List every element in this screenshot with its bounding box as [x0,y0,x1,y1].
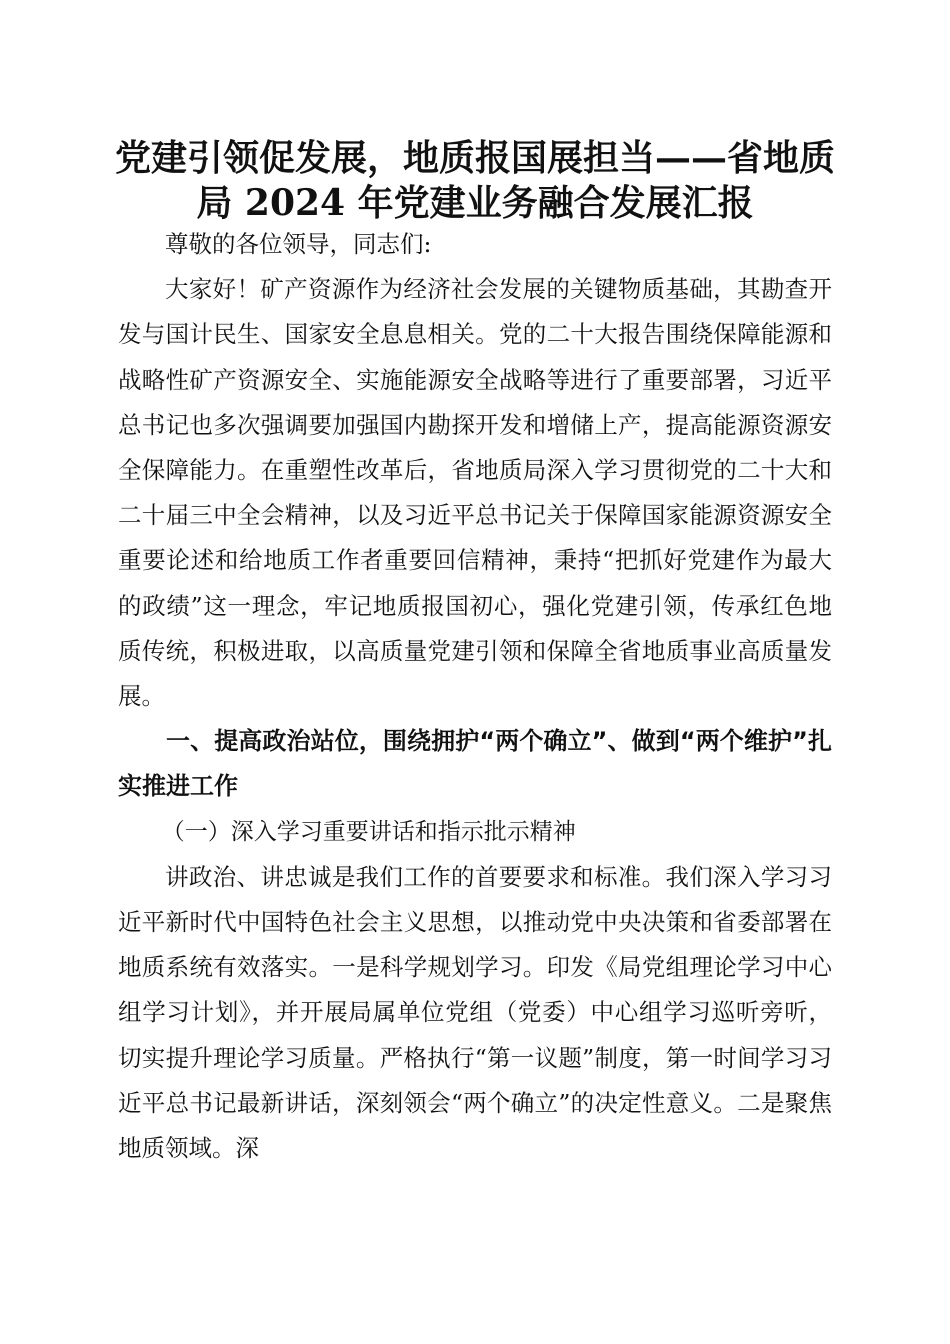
salutation: 尊敬的各位领导，同志们: [165,230,432,258]
section-heading-1: 一、提高政治站位，围绕拥护“两个确立”、做到“两个维护”扎实推进工作 [118,727,832,801]
intro-paragraph: 大家好！矿产资源作为经济社会发展的关键物质基础，其勘查开发与国计民生、国家安全息息相关。党的二十大报告围绕保障能源和战略性矿产资源安全、实施能源安全战略等进行了重要部署，习近平总书记也多次强调要加强国内勘探开发和增储上产，提高能源资源安全保障能力。在重塑性改革后，省地质局深入学习贯彻党的二十大和二十届三中全会精神，以及习近平总书记关于保障国家能源资源安全重要论述和给地质工作者重要回信精神，秉持“把抓好党建作为最大的政绩”这一理念，牢记地质报国初心，强化党建引领，传承红色地质传统，积极进取，以高质量党建引领和保障全省地质事业高质量发展。 [118,275,832,711]
subsection-heading-1: （一）深入学习重要讲话和指示批示精神 [161,818,576,845]
title-line-1: 党建引领促发展，地质报国展担当——省地质 [114,137,835,179]
document-body [118,222,832,1171]
document-title [110,136,840,226]
subsection-paragraph-1: 讲政治、讲忠诚是我们工作的首要要求和标准。我们深入学习习近平新时代中国特色社会主义思想，以推动党中央决策和省委部署在地质系统有效落实。一是科学规划学习。印发《局党组理论学习中心组学习计划》，并开展局属单位党组（党委）中心组学习巡听旁听，切实提升理论学习质量。严格执行“第一议题”制度，第一时间学习习近平总书记最新讲话，深刻领会“两个确立”的决定性意义。二是聚焦地质领域。深 [118,862,832,1163]
title-line-2: 局 2024 年党建业务融合发展汇报 [196,182,754,224]
